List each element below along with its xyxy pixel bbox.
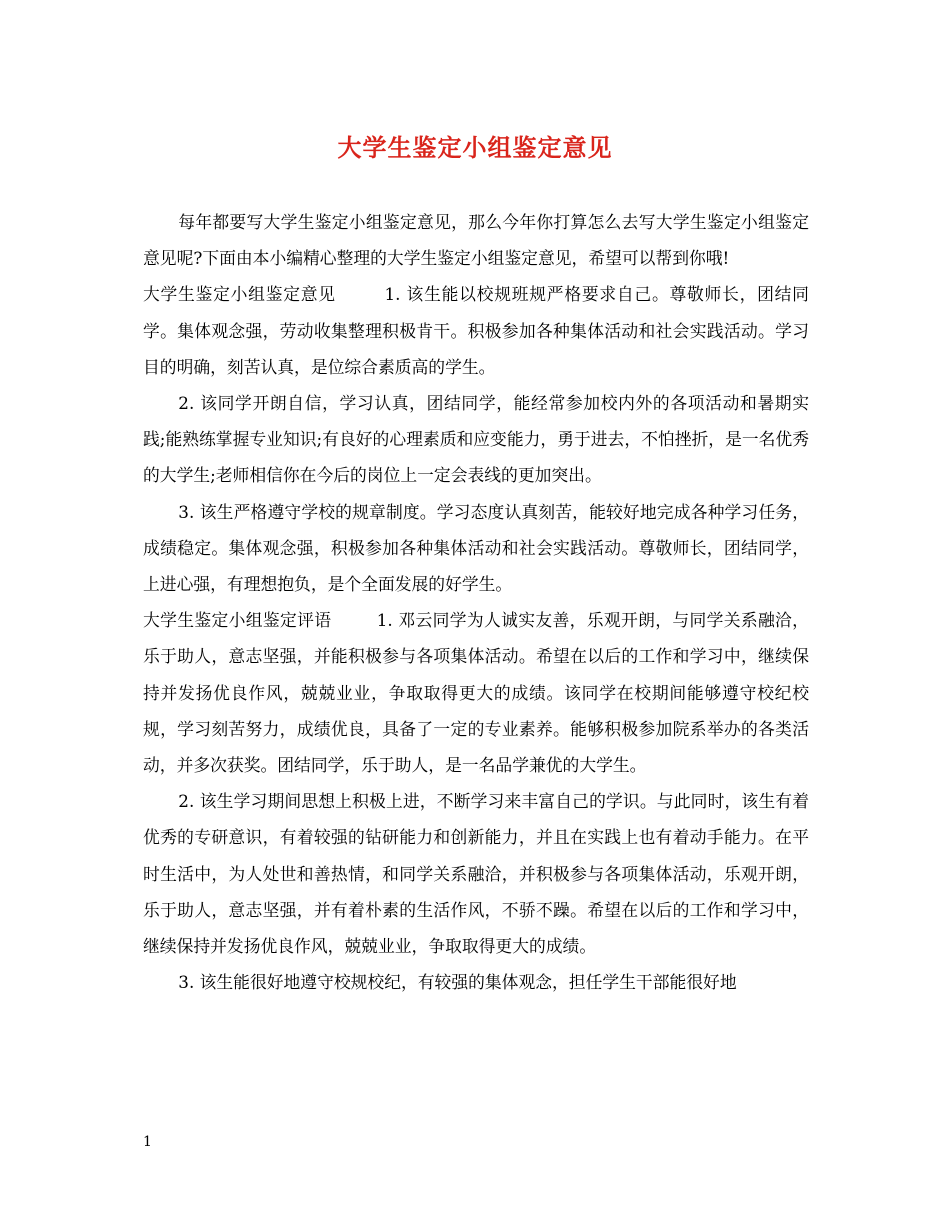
document-body (143, 204, 809, 1000)
opinion-item-1: 1. 该生能以校规班规严格要求自己。尊敬师长，团结同学。集体观念强，劳动收集整理积极肯干。积极参加各种集体活动和社会实践活动。学习目的明确，刻苦认真，是位综合素质高的学生。 (143, 284, 809, 377)
page-title: 大学生鉴定小组鉴定意见 (337, 134, 613, 162)
intro-paragraph: 每年都要写大学生鉴定小组鉴定意见，那么今年你打算怎么去写大学生鉴定小组鉴定意见呢?下面由本小编精心整理的大学生鉴定小组鉴定意见，希望可以帮到你哦! (143, 212, 809, 269)
section-paragraph (143, 602, 809, 783)
comment-item-2: 2. 该生学习期间思想上积极上进，不断学习来丰富自己的学识。与此同时，该生有着优秀的专研意识，有着较强的钻研能力和创新能力，并且在实践上也有着动手能力。在平时生活中，为人处世和善热情，和同学关系融洽，并积极参与各项集体活动，乐观开朗，乐于助人，意志坚强，并有着朴素的生活作风，不骄不躁。希望在以后的工作和学习中，继续保持并发扬优良作风，兢兢业业，争取取得更大的成绩。 (143, 791, 809, 957)
page-number: 1 (143, 1134, 152, 1150)
opinion-item-3: 3. 该生严格遵守学校的规章制度。学习态度认真刻苦，能较好地完成各种学习任务，成绩稳定。集体观念强，积极参加各种集体活动和社会实践活动。尊敬师长，团结同学，上进心强，有理想抱负，是个全面发展的好学生。 (143, 501, 809, 595)
comment-item-1: 1. 邓云同学为人诚实友善，乐观开朗，与同学关系融洽，乐于助人，意志坚强，并能积极参与各项集体活动。希望在以后的工作和学习中，继续保持并发扬优良作风，兢兢业业，争取取得更大的成绩。该同学在校期间能够遵守校纪校规，学习刻苦努力，成绩优良，具备了一定的专业素养。能够积极参加院系举办的各类活动，并多次获奖。团结同学，乐于助人，是一名品学兼优的大学生。 (143, 610, 809, 776)
opinion-item-2: 2. 该同学开朗自信，学习认真，团结同学，能经常参加校内外的各项活动和暑期实践;能熟练掌握专业知识;有良好的心理素质和应变能力，勇于进去，不怕挫折，是一名优秀的大学生;老师相信你在今后的岗位上一定会表线的更加突出。 (143, 393, 809, 486)
section-paragraph (143, 276, 809, 385)
comment-item-3: 3. 该生能很好地遵守校规校纪，有较强的集体观念，担任学生干部能很好地 (178, 972, 737, 993)
section-heading-opinion: 大学生鉴定小组鉴定意见 (143, 284, 336, 305)
section-heading-comment: 大学生鉴定小组鉴定评语 (143, 610, 332, 631)
